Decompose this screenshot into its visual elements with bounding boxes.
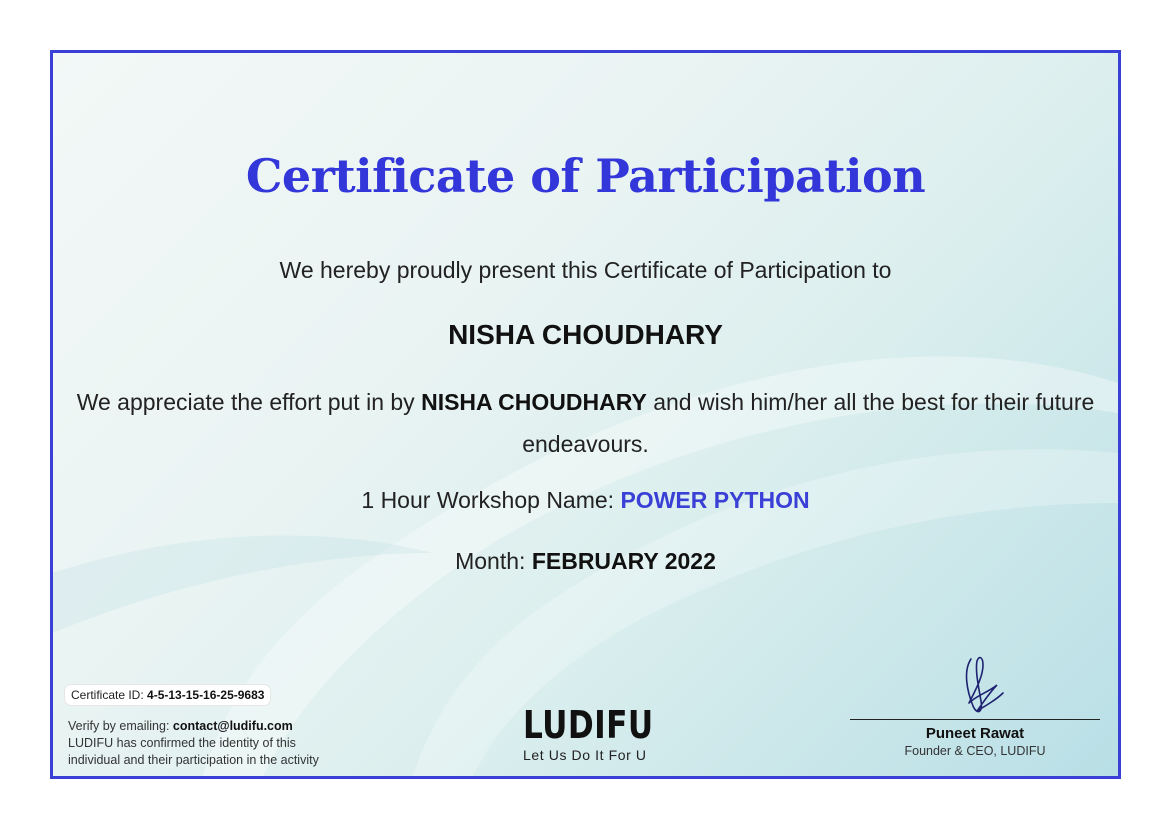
workshop-name: POWER PYTHON [620,487,810,513]
month-line [53,548,1118,575]
workshop-label: 1 Hour Workshop Name: [361,487,615,513]
signatory-role: Founder & CEO, LUDIFU [904,744,1046,758]
verification-note [68,718,368,769]
verify-email-link[interactable]: contact@ludifu.com [172,719,293,733]
appreciation-text [73,381,1098,465]
signature-icon [953,651,1013,721]
signatory-name: Puneet Rawat [925,725,1025,742]
recipient-name: NISHA CHOUDHARY [448,319,723,350]
month-label: Month: [455,548,526,574]
appreciation-prefix: We appreciate the effort put in by [76,389,415,415]
verify-label: Verify by emailing: [68,719,170,733]
certificate-id-badge [65,685,270,705]
presentation-text: We hereby proudly present this Certificate of Participation to [279,257,892,283]
month-value: FEBRUARY 2022 [531,548,716,574]
logo-wordmark: LUDIFU [523,703,654,747]
signature-line [850,719,1100,720]
certificate-frame [50,50,1121,779]
ludifu-logo [523,705,653,763]
appreciation-suffix: and wish him/her all the best for their future endeavours. [522,389,1095,457]
verify-note-line-2: individual and their participation in the activity [68,753,319,767]
certificate-id-label: Certificate ID: [71,688,144,702]
logo-tagline: Let Us Do It For U [523,747,647,763]
appreciation-name: NISHA CHOUDHARY [421,389,647,415]
certificate-id-value: 4-5-13-15-16-25-9683 [147,688,265,702]
workshop-line [53,487,1118,514]
verify-note-line-1: LUDIFU has confirmed the identity of this [68,736,296,750]
certificate-title: Certificate of Participation [245,149,926,203]
